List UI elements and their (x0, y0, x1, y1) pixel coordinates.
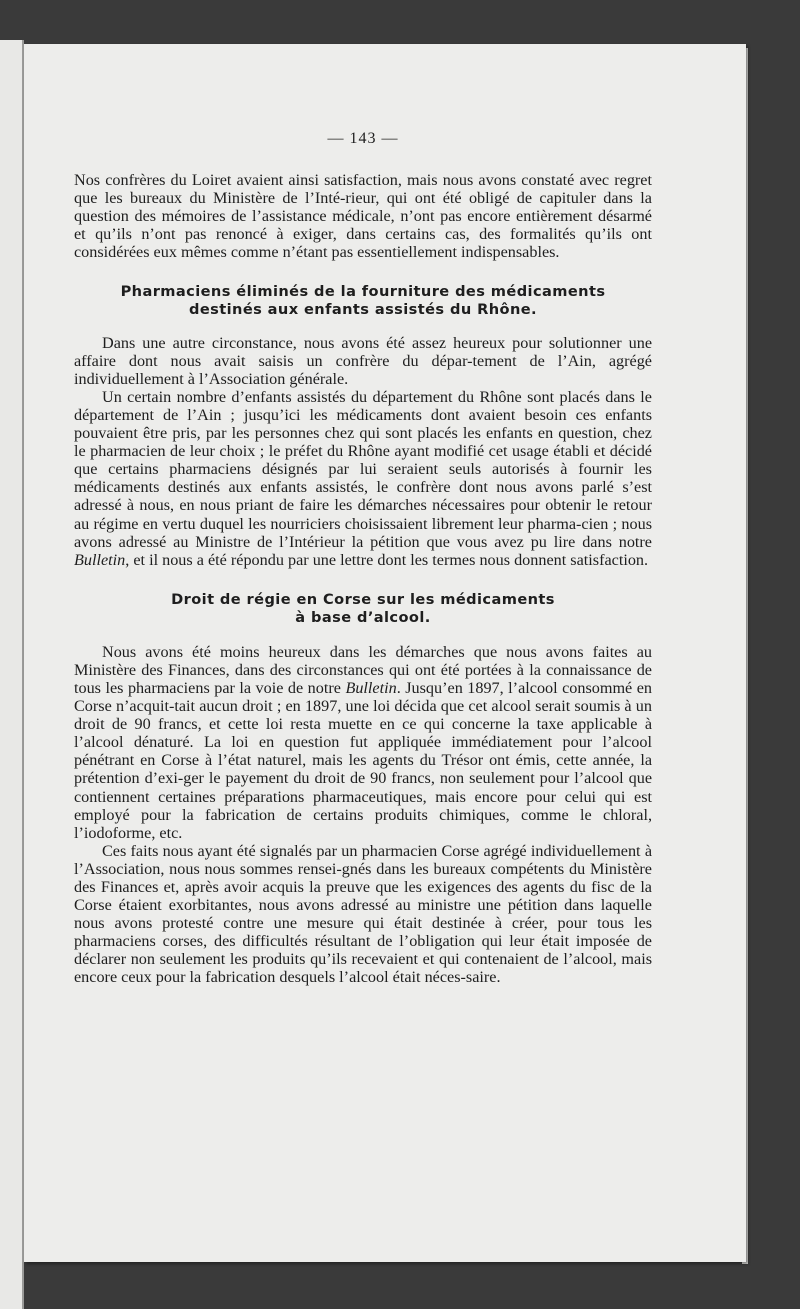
section-heading-corse (74, 591, 652, 627)
paragraph-text: Nous avons été moins heureux dans les démarches que nous avons faites au Ministère des Finances, dans des circonstances qui ont été portées à la connaissance de tous les pharmaciens par la voie de notre (74, 642, 652, 697)
section-heading-line: à base d’alcool. (295, 608, 431, 626)
book-page (24, 44, 746, 1262)
section1-paragraph-2 (74, 388, 652, 569)
intro-paragraph: Nos confrères du Loiret avaient ainsi satisfaction, mais nous avons constaté avec regret que les bureaux du Ministère de l’Inté-rieur, qui ont été obligé de capituler dans la question des mémoires de l’assistance médicale, n’ont pas encore entièrement désarmé et qu’ils n’ont pas renoncé à exiger, dans certains cas, des formalités qu’ils ont considérées eux mêmes comme n’étant pas essentiellement indispensables. (74, 171, 652, 262)
section-heading-rhone (74, 283, 652, 319)
bulletin-title: Bulletin (345, 678, 397, 697)
section1-paragraph-1: Dans une autre circonstance, nous avons été assez heureux pour solutionner une affaire dont nous avait saisis un confrère du dépar-tement de l’Ain, agrégé individuellement à l’Association générale. (74, 333, 652, 388)
facing-page-edge (0, 40, 24, 1309)
section2-paragraph-2: Ces faits nous ayant été signalés par un pharmacien Corse agrégé individuellement à l’Association, nous nous sommes rensei-gnés dans les bureaux compétents du Ministère des Finances et, après avoir acquis la preuve que les exigences des agents du fisc de la Corse étaient exorbitantes, nous avons adressé au ministre une pétition dans laquelle nous avons protesté contre une mesure qui était destinée à créer, pour tous les pharmaciens corses, des difficultés résultant de l’obligation qui leur était imposée de déclarer non seulement les produits qu’ils recevaient et qui contenaient de l’alcool, mais encore ceux pour la fabrication desquels l’alcool était néces-saire. (74, 841, 652, 987)
section2-paragraph-1 (74, 643, 652, 842)
page-content (74, 130, 652, 987)
section-heading-line: Pharmaciens éliminés de la fourniture des médicaments (120, 282, 606, 300)
paragraph-text: , et il nous a été répondu par une lettre dont les termes nous donnent satisfaction. (125, 550, 649, 569)
section-heading-line: destinés aux enfants assistés du Rhône. (189, 300, 537, 318)
paragraph-text: . Jusqu’en 1897, l’alcool consommé en Corse n’acquit-tait aucun droit ; en 1897, une loi décida que cet alcool serait soumis à un droit de 90 francs, et cette loi resta muette en ce qui concerne la taxe applicable à l’alcool dénaturé. La loi en question fut appliquée immédiatement pour l’alcool pénétrant en Corse à l’état naturel, mais les agents du Trésor ont émis, cette année, la prétention d’exi-ger le payement du droit de 90 francs, non seulement pour l’alcool que contiennent certaines préparations pharmaceutiques, mais encore pour celui qui est employé pour la fabrication de certains produits chimiques, comme le chloral, l’iodoforme, etc. (74, 678, 653, 842)
bulletin-title: Bulletin (74, 550, 126, 569)
section-heading-line: Droit de régie en Corse sur les médicaments (171, 590, 555, 608)
paragraph-text: Un certain nombre d’enfants assistés du département du Rhône sont placés dans le département de l’Ain ; jusqu’ici les médicaments dont avaient besoin ces enfants pouvaient être pris, par les personnes chez qui sont placés les enfants en question, chez le pharmacien de leur choix ; le préfet du Rhône ayant modifié cet usage établi et décidé que certains pharmaciens désignés par lui seraient seuls autorisés à fournir les médicaments destinés aux enfants assistés, le confrère dont nous avons parlé s’est adressé à nous, en nous priant de faire les démarches nécessaires pour obtenir le retour au régime en vertu duquel les nourriciers choisissaient librement leur pharma-cien ; nous avons adressé au Ministre de l’Intérieur la pétition que vous avez pu lire dans notre (74, 387, 652, 551)
page-number: — 143 — (327, 130, 399, 147)
